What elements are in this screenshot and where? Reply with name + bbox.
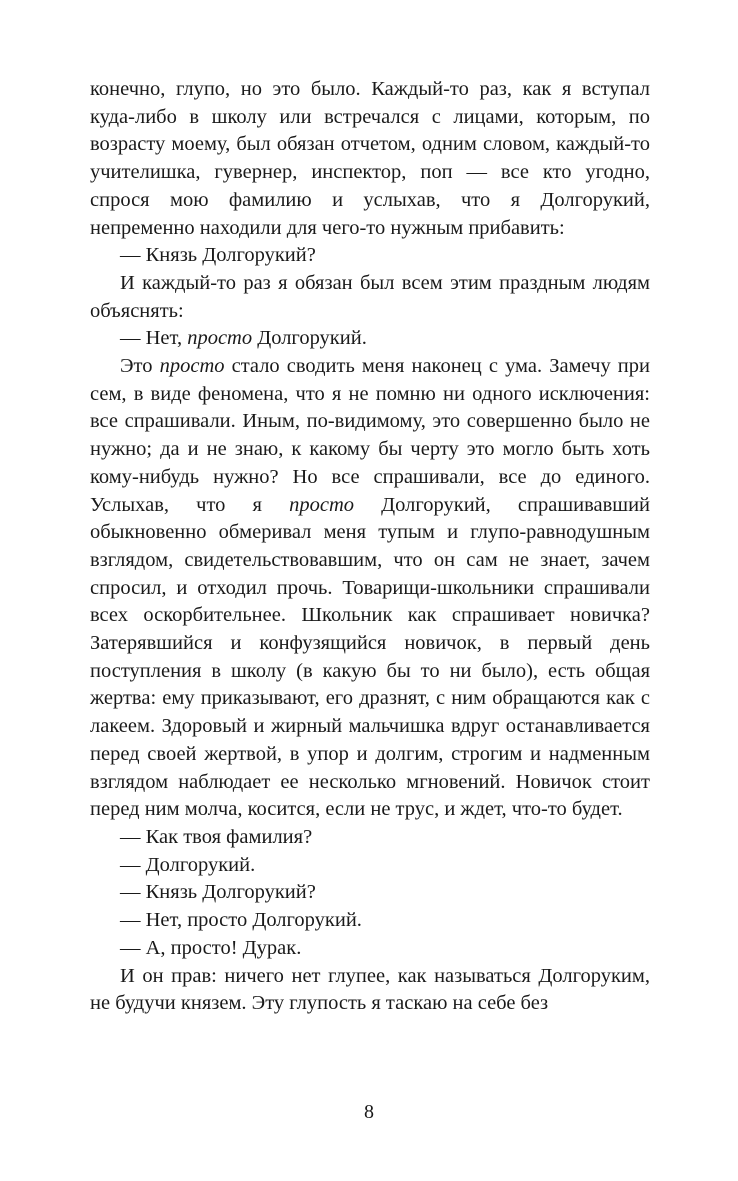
dialogue-line [90,907,650,935]
text-run: — Нет, [120,327,188,350]
text-run: — Князь Долгорукий? [120,244,316,267]
text-run: И он прав: ничего нет глупее, как называться Долгоруким, не будучи князем. Эту глупость я таскаю на себе без [90,964,650,1015]
paragraph [90,270,650,325]
italic-emphasis: просто [159,355,225,378]
text-run: Это [120,355,160,378]
text-run: И каждый-то раз я обязан был всем этим праздным людям объяснять: [90,271,650,322]
dialogue-line [90,879,650,907]
body-text [90,76,650,1018]
text-run: — Князь Долгорукий? [120,881,316,904]
paragraph [90,963,650,1018]
text-run: — А, просто! Дурак. [120,936,302,959]
text-run: Долгорукий, спрашивавший обыкновенно обмеривал меня тупым и глупо-равнодушным взглядом, свидетельствовавшим, что он сам не знает, зачем спросил, и отходил прочь. Товарищи-школьники спрашивали всех оскорбительнее. Школьник как спрашивает новичка? Затерявшийся и конфузящийся новичок, в первый день поступления в школу (в какую бы то ни было), есть общая жертва: ему приказывают, его дразнят, с ним обращаются как с лакеем. Здоровый и жирный мальчишка вдруг останавливается перед своей жертвой, в упор и долгим, строгим и надменным взглядом наблюдает ее несколько мгновений. Новичок стоит перед ним молча, косится, если не трус, и ждет, что-то будет. [90,493,651,821]
paragraph [90,353,650,824]
text-run: — Как твоя фамилия? [120,825,313,848]
text-run: — Долгорукий. [120,853,256,876]
dialogue-line [90,824,650,852]
dialogue-line [90,852,650,880]
dialogue-line [90,242,650,270]
dialogue-line [90,935,650,963]
text-run: Долгорукий. [252,327,367,350]
text-run: — Нет, просто Долгорукий. [120,909,362,932]
dialogue-line [90,325,650,353]
italic-emphasis: просто [289,493,355,516]
text-run: конечно, глупо, но это было. Каждый-то раз, как я вступал куда-либо в школу или встречался с лицами, которым, по возрасту моему, был обязан отчетом, одним словом, каждый-то учителишка, гувернер, инспектор, поп — все кто угодно, спрося мою фамилию и услыхав, что я Долгорукий, непременно находили для чего-то нужным прибавить: [90,78,650,239]
page-number: 8 [364,1101,374,1123]
text-run: стало сводить меня наконец с ума. Замечу при сем, в виде феномена, что я не помню ни одного исключения: все спрашивали. Иным, по-видимому, это совершенно было не нужно; да и не знаю, к какому бы черту это могло быть хоть кому-нибудь нужно? Но все спрашивали, все до единого. Услыхав, что я [90,355,651,516]
paragraph [90,76,650,242]
italic-emphasis: просто [187,327,253,350]
